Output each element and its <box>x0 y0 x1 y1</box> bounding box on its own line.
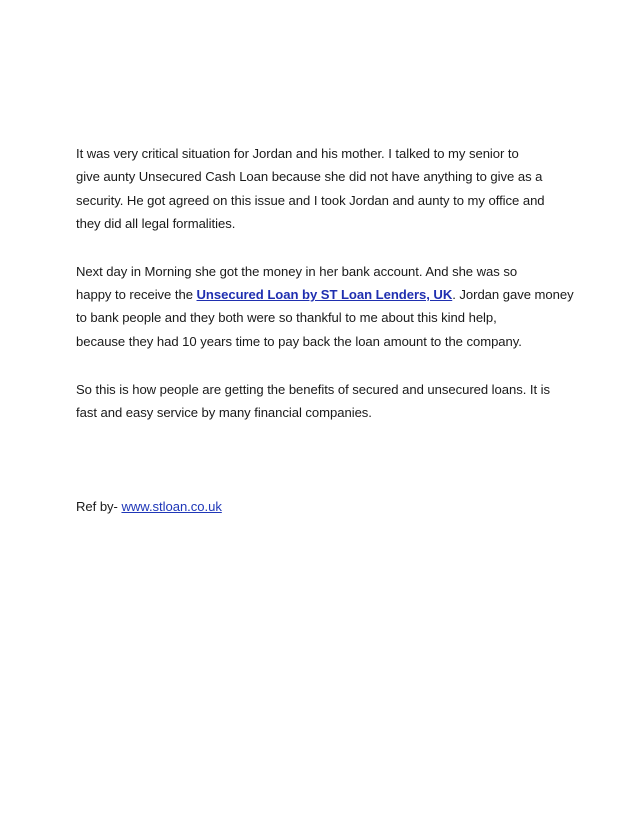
paragraph-1-line-1: It was very critical situation for Jordan and his mother. I talked to my senior to <box>76 146 519 161</box>
paragraph-2-line-3: to bank people and they both were so thankful to me about this kind help, <box>76 310 497 325</box>
paragraph-2-line-1: Next day in Morning she got the money in her bank account. And she was so <box>76 264 518 279</box>
reference-line <box>76 498 222 516</box>
paragraph-2-line-4: because they had 10 years time to pay back the loan amount to the company. <box>76 334 522 349</box>
paragraph-2-text-after-link: . Jordan gave money <box>452 287 574 302</box>
paragraph-3-line-1: So this is how people are getting the benefits of secured and unsecured loans. It is <box>76 382 551 397</box>
unsecured-loan-link[interactable]: Unsecured Loan by ST Loan Lenders, UK <box>196 287 453 302</box>
paragraph-3-line-2: fast and easy service by many financial companies. <box>76 405 372 420</box>
paragraph-2-text-before-link: happy to receive the <box>76 287 197 302</box>
paragraph-2-line-2 <box>76 286 574 304</box>
reference-label: Ref by- <box>76 499 122 514</box>
paragraph-1-line-3: security. He got agreed on this issue and I took Jordan and aunty to my office and <box>76 193 545 208</box>
paragraph-1-line-4: they did all legal formalities. <box>76 216 236 231</box>
stloan-website-link[interactable]: www.stloan.co.uk <box>121 499 222 514</box>
paragraph-1-line-2: give aunty Unsecured Cash Loan because she did not have anything to give as a <box>76 169 543 184</box>
